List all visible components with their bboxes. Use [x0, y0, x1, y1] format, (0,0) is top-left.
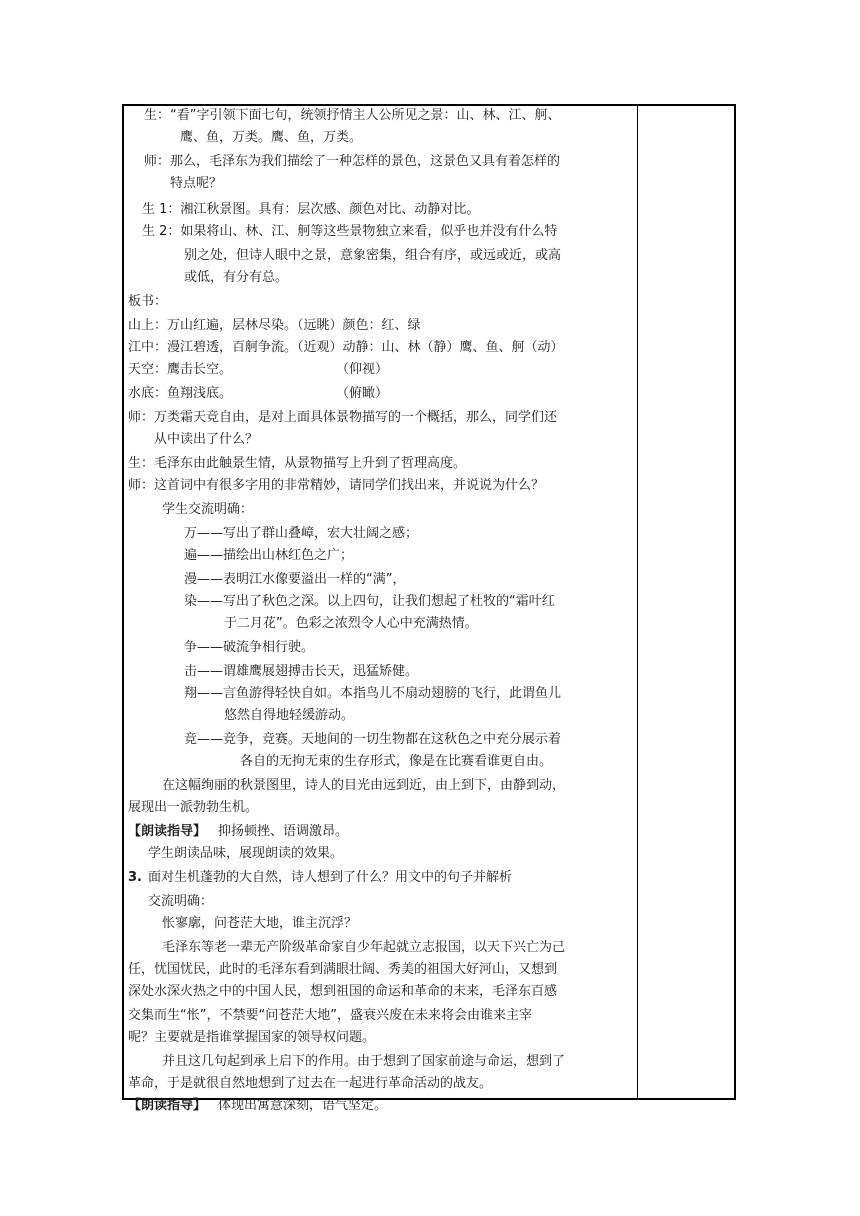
- text-line: 水底：鱼翔浅底。: [128, 386, 233, 401]
- text-line: 毛泽东等老一辈无产阶级革命家自少年起就立志报国，以天下兴亡为己: [162, 940, 566, 955]
- text-line: 生 1：湘江秋景图。具有：层次感、颜色对比、动静对比。: [142, 202, 480, 217]
- text-line: 于二月花”。色彩之浓烈令人心中充满热情。: [224, 616, 478, 631]
- reading-guide-label: 【朗读指导】: [128, 1098, 207, 1113]
- text-line: 呢？主要就是指谁掌握国家的领导权问题。: [128, 1030, 376, 1045]
- text-line: 万——写出了群山叠嶂，宏大壮阔之感；: [184, 526, 419, 541]
- text-line: 特点呢？: [170, 176, 223, 191]
- section-number: 3.: [128, 870, 142, 885]
- text-line: 交集而生“怅”，不禁要“问苍茫大地”，盛衰兴废在未来将会由谁来主宰: [128, 1008, 532, 1023]
- text-line: 山上：万山红遍，层林尽染。（远眺）颜色：红、绿: [128, 318, 421, 333]
- text-line: 染——写出了秋色之深。以上四句，让我们想起了杜牧的“霜叶红: [184, 594, 555, 609]
- text-line: 任，忧国忧民，此时的毛泽东看到满眼壮阔、秀美的祖国大好河山，又想到: [128, 962, 558, 977]
- text-line: 展现出一派勃勃生机。: [128, 800, 259, 815]
- text-line: 悠然自得地轻缓游动。: [224, 708, 355, 723]
- text-line: 各自的无拘无束的生存形式，像是在比赛看谁更自由。: [240, 754, 553, 769]
- text-line: （俯瞰）: [336, 386, 389, 401]
- text-line: 生：毛泽东由此触景生情，从景物描写上升到了哲理高度。: [128, 456, 467, 471]
- text-line: 深处水深火热之中的中国人民，想到祖国的命运和革命的未来，毛泽东百感: [128, 984, 558, 999]
- text-line: 从中读出了什么？: [154, 432, 259, 447]
- text-line: 鹰、鱼，万类。鹰、鱼，万类。: [180, 130, 363, 145]
- text-line: 生：“看”字引领下面七句，统领抒情主人公所见之景：山、林、江、舸、: [144, 108, 561, 123]
- text-line: 生 2：如果将山、林、江、舸等这些景物独立来看，似乎也并没有什么特: [142, 224, 558, 239]
- text-line: 抑扬顿挫、语调激昂。: [218, 824, 349, 839]
- text-line: 师：这首词中有很多字用的非常精妙，请同学们找出来，并说说为什么？: [128, 478, 545, 493]
- text-line: 遍——描绘出山林红色之广；: [184, 548, 354, 563]
- text-line: 怅寥廓，问苍茫大地，谁主沉浮？: [162, 916, 358, 931]
- text-line: 革命，于是就很自然地想到了过去在一起进行革命活动的战友。: [128, 1076, 493, 1091]
- text-line: 翔——言鱼游得轻快自如。本指鸟儿不扇动翅膀的飞行，此谓鱼儿: [184, 686, 562, 701]
- text-line: 争——破流争相行驶。: [184, 640, 315, 655]
- text-line: 江中：漫江碧透，百舸争流。（近观）动静：山、林（静）鹰、鱼、舸（动）: [128, 340, 564, 355]
- text-line: 体现出寓意深刻，语气坚定。: [218, 1098, 388, 1113]
- text-line: （仰视）: [336, 362, 389, 377]
- text-line: 学生朗读品味，展现朗读的效果。: [148, 846, 344, 861]
- text-line: 师：万类霜天竞自由，是对上面具体景物描写的一个概括，那么，同学们还: [128, 410, 558, 425]
- text-line: 竞——竞争，竞赛。天地间的一切生物都在这秋色之中充分展示着: [184, 732, 562, 747]
- text-line: 在这幅绚丽的秋景图里，诗人的目光由远到近，由上到下，由静到动，: [162, 778, 566, 793]
- board-heading: 板书：: [128, 294, 168, 309]
- text-line: 天空：鹰击长空。: [128, 362, 233, 377]
- text-line: 别之处，但诗人眼中之景，意象密集，组合有序，或远或近，或高: [184, 248, 562, 263]
- text-line: 并且这几句起到承上启下的作用。由于想到了国家前途与命运，想到了: [162, 1054, 566, 1069]
- reading-guide-label: 【朗读指导】: [128, 824, 207, 839]
- text-line: 击——谓雄鹰展翅搏击长天，迅猛矫健。: [184, 664, 419, 679]
- text-line: 漫——表明江水像要溢出一样的“满”，: [184, 572, 406, 587]
- section-heading: 面对生机蓬勃的大自然，诗人想到了什么？用文中的句子并解析: [148, 870, 513, 885]
- text-line: 师：那么，毛泽东为我们描绘了一种怎样的景色，这景色又具有着怎样的: [144, 154, 561, 169]
- text-line: 交流明确：: [148, 894, 214, 909]
- text-line: 学生交流明确：: [162, 502, 254, 517]
- text-line: 或低，有分有总。: [184, 270, 289, 285]
- column-divider: [637, 106, 638, 1098]
